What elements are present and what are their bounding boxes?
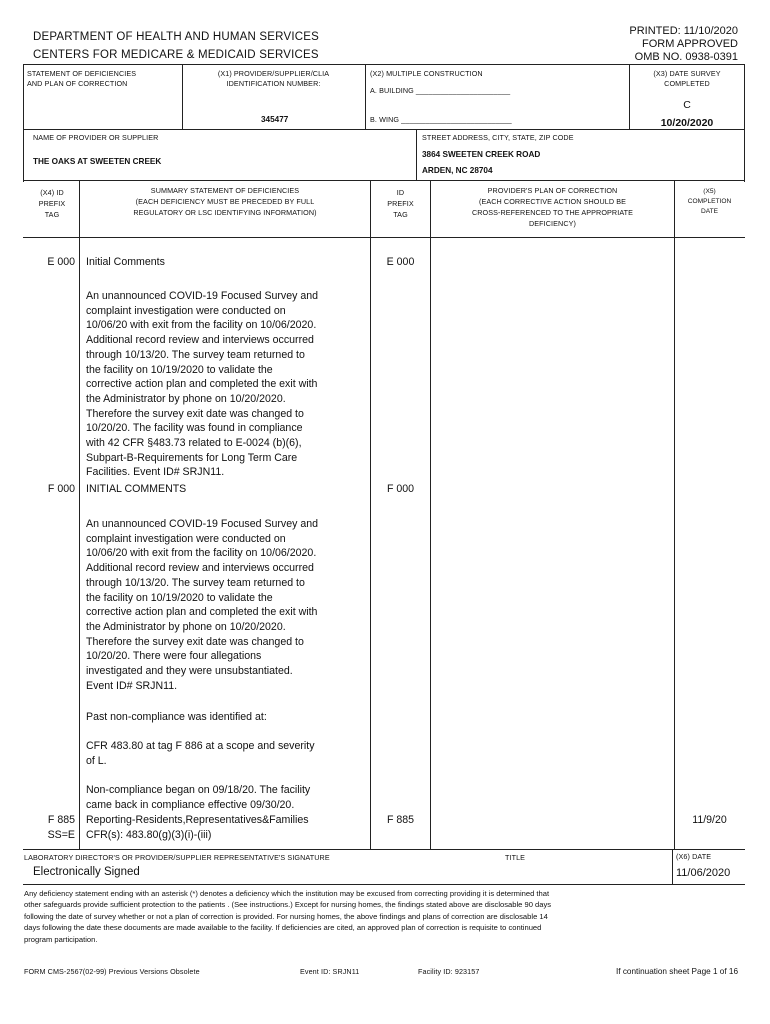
signature-label: LABORATORY DIRECTOR'S OR PROVIDER/SUPPLIER REPRESENTATIVE'S SIGNATURE: [24, 853, 330, 862]
cfr-text: CFR 483.80 at tag F 886 at a scope and severity of L.: [86, 740, 315, 767]
id-header-1: ID: [396, 188, 405, 197]
past-noncompliance: Past non-compliance was identified at:: [86, 711, 267, 723]
f000-tag-right: F 000: [386, 483, 415, 495]
x4-header-1: (X4) ID: [40, 188, 64, 197]
title-label: TITLE: [505, 853, 526, 862]
statement-label-2: AND PLAN OF CORRECTION: [27, 79, 128, 88]
e000-body: An unannounced COVID-19 Focused Survey and complaint investigation were conducted on 10/06/20 with exit from the facility on 10/06/2020. Additional record review and interviews occurred through 10/13/20. The survey team returned to the facility on 10/19/2020 to validate the corrective action plan and completed the exit with the Administrator by phone on 10/20/2020. Therefore the survey exit date was changed to 10/20/20. The facility was found in compliance with 42 CFR §483.73 related to E-0024 (b)(6), Subpart-B-Requirements for Long Term Care Facilities. Event ID# SRJN11.: [86, 290, 319, 479]
f000-title: INITIAL COMMENTS: [86, 483, 187, 495]
survey-completed-date: 10/20/2020: [660, 117, 714, 129]
summary-header-1: SUMMARY STATEMENT OF DEFICIENCIES: [150, 186, 300, 195]
x5-header-2: COMPLETION: [687, 198, 732, 205]
f885-tag: F 885: [47, 814, 75, 826]
x2-label: (X2) MULTIPLE CONSTRUCTION: [370, 69, 483, 78]
printed-date: PRINTED: 11/10/2020: [629, 25, 738, 37]
x1-label-1: (X1) PROVIDER/SUPPLIER/CLIA: [217, 69, 330, 78]
x2-building: A. BUILDING _______________________: [370, 86, 511, 95]
x5-header-1: (X5): [703, 188, 716, 195]
plan-header-2: (EACH CORRECTIVE ACTION SHOULD BE: [478, 197, 627, 206]
signature-date: 11/06/2020: [676, 867, 731, 879]
address-line1: 3864 SWEETEN CREEK ROAD: [422, 150, 541, 159]
plan-header-3: CROSS-REFERENCED TO THE APPROPRIATE: [471, 208, 634, 217]
f885-severity: SS=E: [47, 829, 75, 841]
x6-date-label: (X6) DATE: [676, 852, 712, 861]
f885-tag-right: F 885: [386, 814, 415, 826]
e000-title: Initial Comments: [86, 256, 165, 268]
x5-header-3: DATE: [700, 208, 719, 215]
x3-letter: C: [683, 99, 691, 111]
form-approved: FORM APPROVED: [642, 38, 738, 50]
x4-header-2: PREFIX: [38, 199, 66, 208]
agency-title: CENTERS FOR MEDICARE & MEDICAID SERVICES: [33, 49, 319, 61]
id-header-2: PREFIX: [387, 199, 414, 208]
provider-id: 345477: [261, 115, 289, 124]
disclaimer: Any deficiency statement ending with an asterisk (*) denotes a deficiency which the institution may be excused from correcting providing it is determined that other safeguards provide sufficient protection to the patients . (See instructions.) Except for nursing homes, the findings stated above are disclosable 90 days following the date of survey whether or not a plan of correction is provided. For nursing homes, the above findings and plans of correction are disclosable 14 days following the date these documents are made available to the facility. If deficiencies are cited, an approved plan of correction is requisite to continued program participation.: [24, 889, 552, 944]
event-id: Event ID: SRJN11: [300, 967, 360, 976]
x3-label-2: COMPLETED: [664, 79, 710, 88]
f885-completion-date: 11/9/20: [692, 814, 727, 826]
summary-header-3: REGULATORY OR LSC IDENTIFYING INFORMATION): [133, 208, 317, 217]
x3-label-1: (X3) DATE SURVEY: [653, 69, 721, 78]
x1-label-2: IDENTIFICATION NUMBER:: [226, 79, 321, 88]
signature-value: Electronically Signed: [33, 866, 140, 878]
x2-wing: B. WING ___________________________: [370, 115, 512, 124]
e000-tag-right: E 000: [386, 256, 415, 268]
facility-id: Facility ID: 923157: [418, 967, 480, 976]
noncompliance-text: Non-compliance began on 09/18/20. The facility came back in compliance effective 09/30/20.: [86, 784, 311, 811]
provider-name: THE OAKS AT SWEETEN CREEK: [33, 157, 162, 166]
id-header-3: TAG: [393, 210, 408, 219]
x4-header-3: TAG: [44, 210, 60, 219]
f885-title: Reporting-Residents,Representatives&Families: [86, 814, 309, 826]
form-number: FORM CMS-2567(02-99) Previous Versions Obsolete: [24, 967, 200, 976]
f000-tag: F 000: [47, 483, 75, 495]
page-number: If continuation sheet Page 1 of 16: [616, 967, 738, 976]
department-title: DEPARTMENT OF HEALTH AND HUMAN SERVICES: [33, 31, 319, 43]
address-label: STREET ADDRESS, CITY, STATE, ZIP CODE: [422, 133, 574, 142]
summary-header-2: (EACH DEFICIENCY MUST BE PRECEDED BY FULL: [135, 197, 315, 206]
f000-body: An unannounced COVID-19 Focused Survey and complaint investigation were conducted on 10/06/20 with exit from the facility on 10/06/2020. Additional record review and interviews occurred through 10/13/20. The survey team returned to the facility on 10/19/2020 to validate the corrective action plan and completed the exit with the Administrator by phone on 10/20/2020. Therefore the survey exit date was changed to 10/20/20. There were four allegations investigated and they were unsubstantiated. Event ID# SRJN11.: [86, 518, 319, 692]
provider-label: NAME OF PROVIDER OR SUPPLIER: [33, 133, 159, 142]
e000-tag: E 000: [47, 256, 75, 268]
plan-header-4: DEFICIENCY): [528, 219, 577, 228]
omb-number: OMB NO. 0938-0391: [634, 51, 738, 63]
statement-label-1: STATEMENT OF DEFICIENCIES: [27, 69, 137, 78]
f885-cfr: CFR(s): 483.80(g)(3)(i)-(iii): [86, 829, 212, 841]
plan-header-1: PROVIDER'S PLAN OF CORRECTION: [487, 186, 618, 195]
address-line2: ARDEN, NC 28704: [422, 166, 493, 175]
